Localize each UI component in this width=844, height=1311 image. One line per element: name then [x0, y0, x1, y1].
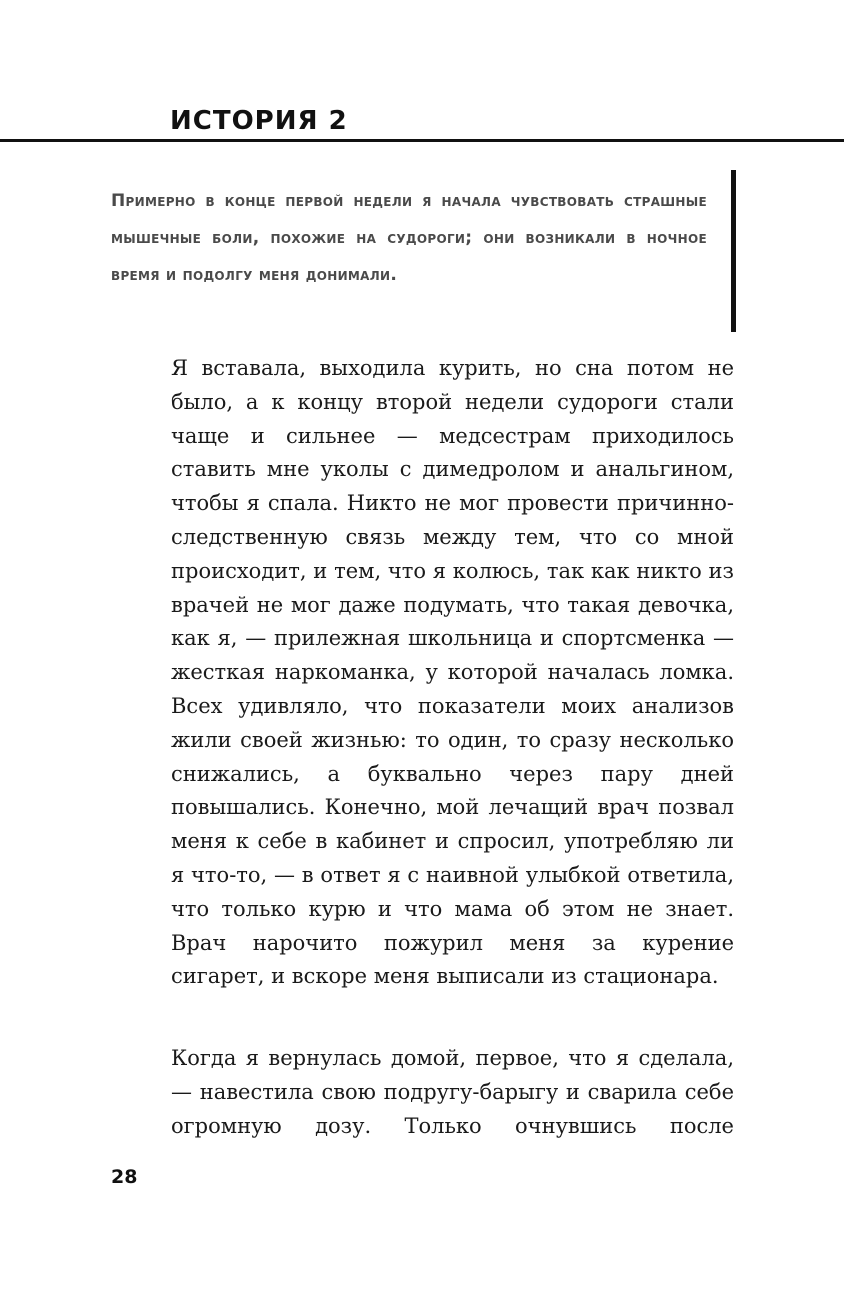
pullquote: Примерно в конце первой недели я начала чувствовать страшные мышечные боли, похожие на судороги; они возникали в ночное время и подолгу меня донимали.: [111, 191, 707, 285]
body-paragraph-2: Когда я вернулась домой, первое, что я сделала, — навестила свою подругу-барыгу и сварила себе огромную дозу. Только очнувшись после: [171, 1046, 734, 1138]
chapter-title: ИСТОРИЯ 2: [170, 106, 348, 136]
body-paragraph-1: Я вставала, выходила курить, но сна потом не было, а к концу второй недели судороги стали чаще и сильнее — медсестрам приходилось ставить мне уколы с димедролом и анальгином, чтобы я спала. Никто не мог провести причинно-следственную связь между тем, что со мной происходит, и тем, что я колюсь, так как никто из врачей не мог даже подумать, что такая девочка, как я, — прилежная школьница и спортсменка — жесткая наркоманка, у которой началась ломка. Всех удивляло, что показатели моих анализов жили своей жизнью: то один, то сразу несколько снижались, а буквально через пару дней повышались. Конечно, мой лечащий врач позвал меня к себе в кабинет и спросил, употребляю ли я что-то, — в ответ я с наивной улыбкой ответила, что только курю и что мама об этом не знает. Врач нарочито пожурил меня за курение сигарет, и вскоре меня выписали из стационара.: [171, 356, 734, 989]
pullquote-bar: [731, 170, 736, 332]
page-number: 28: [111, 1166, 138, 1188]
title-underline: [0, 139, 844, 142]
